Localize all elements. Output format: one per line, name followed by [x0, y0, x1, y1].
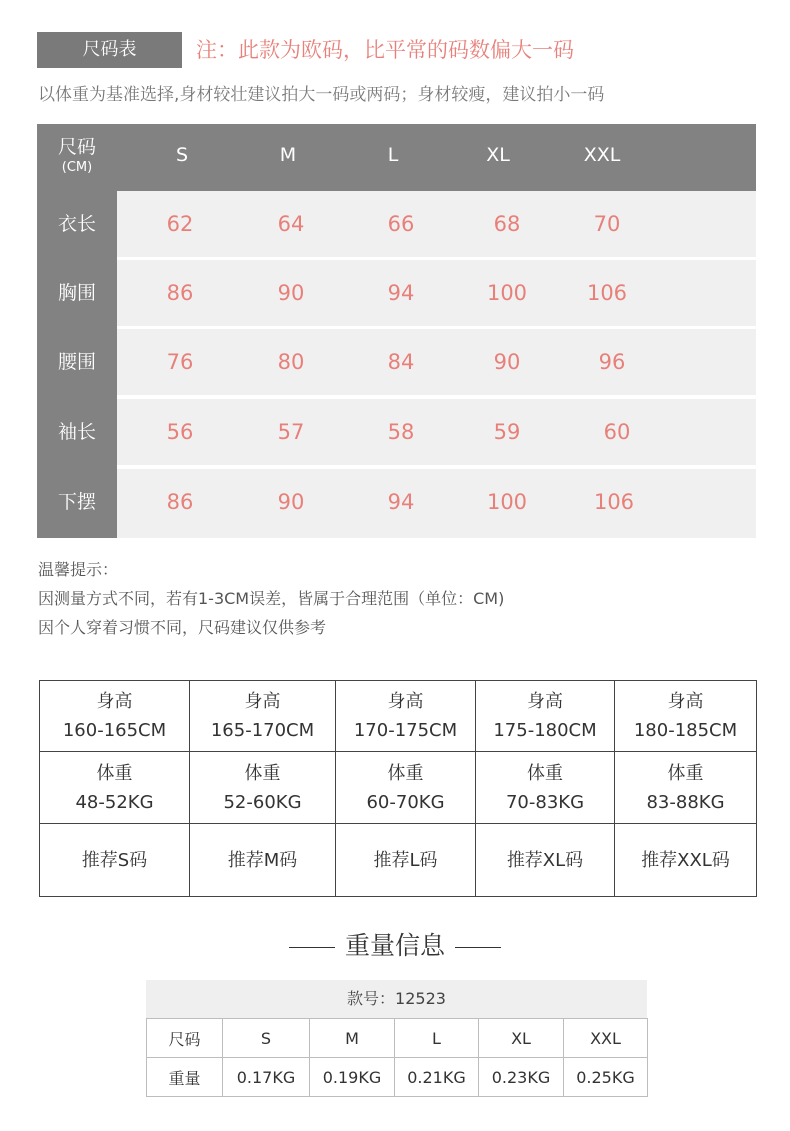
height-cell: [476, 681, 615, 752]
measurement-value: 56: [166, 420, 194, 444]
weight-label: 体重: [667, 762, 704, 784]
size-chart-badge: 尺码表: [37, 32, 182, 68]
corner-unit: (CM): [61, 160, 93, 175]
measurement-value: 94: [387, 490, 415, 514]
height-range: 170-175CM: [353, 720, 458, 741]
size-cell: S: [223, 1019, 310, 1058]
height-label: 身高: [96, 691, 133, 712]
size-row-label: 尺码: [147, 1019, 223, 1058]
row-label: 腰围: [57, 351, 96, 373]
size-recommendation-table: [39, 680, 757, 897]
weight-info-title: 重量信息: [344, 931, 445, 960]
weight-cell: 0.21KG: [395, 1058, 479, 1097]
measurement-value: 86: [166, 490, 194, 514]
row-label: 下摆: [57, 491, 96, 513]
weight-cell: [336, 752, 476, 824]
tips-line: 因个人穿着习惯不同，尺码建议仅供参考: [38, 618, 327, 637]
weight-label: 体重: [244, 762, 281, 784]
measurement-value: 100: [486, 281, 528, 305]
row-label: 袖长: [57, 421, 96, 443]
table-row: [117, 329, 756, 395]
size-header: M: [279, 144, 297, 166]
height-label: 身高: [527, 691, 563, 712]
measurement-value: 80: [277, 350, 305, 374]
measurement-value: 60: [603, 420, 631, 444]
weight-cell: [615, 752, 757, 824]
size-chart-table: [37, 124, 756, 538]
height-cell: [40, 681, 190, 752]
weight-label: 体重: [96, 762, 133, 784]
recommended-size: 推荐XXL码: [615, 824, 757, 897]
size-cell: XL: [479, 1019, 564, 1058]
tips-title: 温馨提示：: [38, 560, 119, 579]
heading-dash: [455, 947, 501, 948]
row-label: 胸围: [57, 282, 96, 304]
height-range: 165-170CM: [210, 720, 315, 741]
size-cell: L: [395, 1019, 479, 1058]
size-cell: XXL: [564, 1019, 648, 1058]
height-label: 身高: [244, 691, 281, 712]
table-row: [117, 399, 756, 465]
size-header: S: [175, 144, 189, 166]
measurement-value: 90: [493, 350, 521, 374]
weight-range: 70-83KG: [505, 791, 585, 813]
table-row: [40, 681, 757, 752]
measurement-value: 90: [277, 490, 305, 514]
recommended-size: 推荐M码: [190, 824, 336, 897]
measurement-value: 68: [493, 212, 521, 236]
weight-cell: [40, 752, 190, 824]
measurement-value: 100: [486, 490, 528, 514]
heading-dash: [289, 947, 335, 948]
corner-label: 尺码: [57, 136, 96, 158]
height-range: 175-180CM: [493, 720, 597, 741]
measurement-value: 58: [387, 420, 415, 444]
table-row: [117, 260, 756, 326]
recommended-size: 推荐S码: [40, 824, 190, 897]
measurement-value: 106: [586, 281, 628, 305]
height-cell: [615, 681, 757, 752]
height-label: 身高: [387, 691, 424, 712]
height-cell: [190, 681, 336, 752]
weight-cell: 0.23KG: [479, 1058, 564, 1097]
measurement-value: 57: [277, 420, 305, 444]
size-chart-header-row: [117, 124, 756, 191]
row-label: 衣长: [57, 213, 96, 235]
measurement-value: 76: [166, 350, 194, 374]
weight-range: 48-52KG: [75, 791, 154, 813]
table-row: [117, 191, 756, 257]
weight-cell: [476, 752, 615, 824]
weight-label: 体重: [387, 762, 424, 784]
weight-info-table: [146, 1018, 648, 1097]
height-range: 160-165CM: [62, 720, 167, 741]
table-row: [40, 752, 757, 824]
table-row: [40, 824, 757, 897]
recommended-size: 推荐L码: [336, 824, 476, 897]
height-range: 180-185CM: [633, 720, 738, 741]
weight-cell: 0.17KG: [223, 1058, 310, 1097]
height-label: 身高: [667, 691, 704, 712]
weight-range: 60-70KG: [366, 791, 445, 813]
table-row: [117, 469, 756, 538]
measurement-value: 90: [277, 281, 305, 305]
sizing-advice: 以体重为基准选择,身材较壮建议拍大一码或两码；身材较瘦，建议拍小一码: [38, 85, 605, 105]
table-row: [147, 1019, 648, 1058]
size-header: L: [387, 144, 399, 166]
weight-cell: 0.19KG: [310, 1058, 395, 1097]
size-header: XL: [486, 144, 510, 166]
measurement-value: 94: [387, 281, 415, 305]
tips-line: 因测量方式不同，若有1-3CM误差，皆属于合理范围（单位：CM): [38, 589, 505, 608]
size-cell: M: [310, 1019, 395, 1058]
measurement-value: 70: [593, 212, 621, 236]
measurement-value: 106: [593, 490, 635, 514]
measurement-value: 96: [598, 350, 626, 374]
measurement-value: 62: [166, 212, 194, 236]
table-row: [147, 1058, 648, 1097]
height-cell: [336, 681, 476, 752]
weight-label: 体重: [527, 762, 563, 784]
measurement-value: 66: [387, 212, 415, 236]
recommended-size: 推荐XL码: [476, 824, 615, 897]
measurement-value: 86: [166, 281, 194, 305]
style-number: 款号：12523: [146, 980, 647, 1018]
weight-cell: [190, 752, 336, 824]
weight-row-label: 重量: [147, 1058, 223, 1097]
measurement-value: 64: [277, 212, 305, 236]
measurement-value: 84: [387, 350, 415, 374]
weight-info-heading: [0, 926, 790, 966]
size-header: XXL: [583, 144, 621, 166]
sizing-note: 注：此款为欧码，比平常的码数偏大一码: [196, 38, 574, 62]
weight-cell: 0.25KG: [564, 1058, 648, 1097]
measurement-value: 59: [493, 420, 521, 444]
weight-range: 83-88KG: [646, 791, 725, 813]
weight-range: 52-60KG: [223, 791, 302, 813]
size-chart-corner: [37, 136, 117, 178]
